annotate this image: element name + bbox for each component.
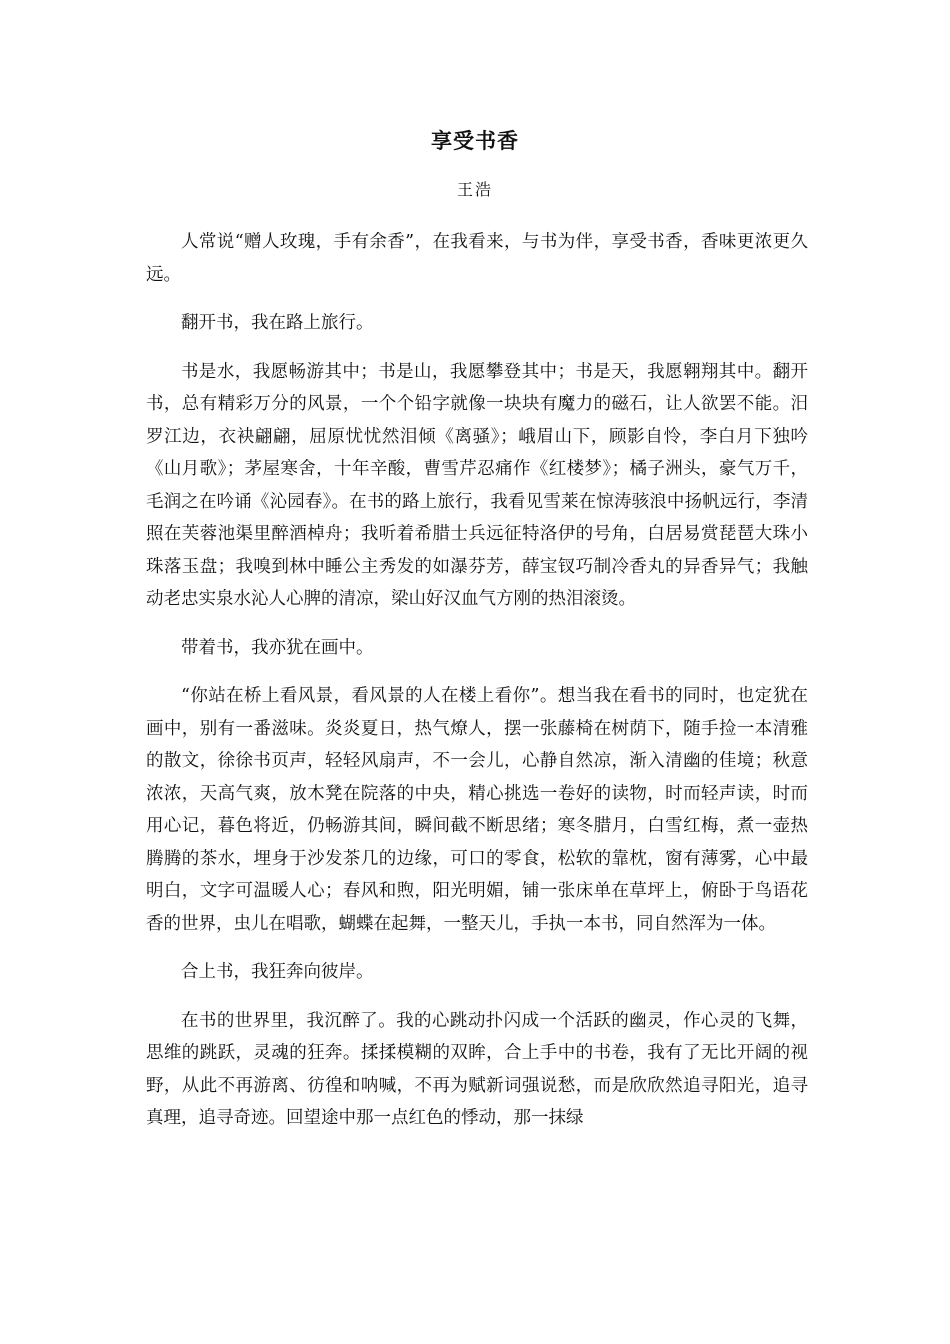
paragraph-shore: 在书的世界里，我沉醉了。我的心跳动扑闪成一个活跃的幽灵，作心灵的飞舞，思维的跳跃，灵魂的狂奔。揉揉模糊的双眸，合上手中的书卷，我有了无比开阔的视野，从此不再游离、彷徨和呐喊，不再为赋新词强说愁，而是欣欣然追寻阳光，追寻真理，追寻奇迹。回望途中那一点红色的悸动，那一抹绿 xyxy=(146,1010,808,1128)
paragraph-heading-carry-book: 带着书，我亦犹在画中。 xyxy=(181,637,374,658)
paragraph-travel: 书是水，我愿畅游其中；书是山，我愿攀登其中；书是天，我愿翱翔其中。翻开书，总有精彩万分的风景，一个个铅字就像一块块有魔力的磁石，让人欲罢不能。汨罗江边，衣袂翩翩，屈原忧忧然泪倾《离骚》；峨眉山下，顾影自怜，李白月下独吟《山月歌》；茅屋寒舍，十年辛酸，曹雪芹忍痛作《红楼梦》；橘子洲头，豪气万千，毛润之在吟诵《沁园春》。在书的路上旅行，我看见雪莱在惊涛骇浪中扬帆远行，李清照在芙蓉池渠里醉酒棹舟；我听着希腊士兵远征特洛伊的号角，白居易赏琵琶大珠小珠落玉盘；我嗅到林中睡公主秀发的如瀑芬芳，薛宝钗巧制冷香丸的异香异气；我触动老忠实泉水沁人心脾的清凉，梁山好汉血气方刚的热泪滚烫。 xyxy=(146,361,808,609)
paragraph-intro: 人常说“赠人玫瑰，手有余香”，在我看来，与书为伴，享受书香，香味更浓更久远。 xyxy=(146,232,808,285)
essay-body xyxy=(146,226,808,1151)
paragraph-painting: “你站在桥上看风景，看风景的人在楼上看你”。想当我在看书的同时，也定犹在画中，别有一番滋味。炎炎夏日，热气燎人，摆一张藤椅在树荫下，随手捡一本清雅的散文，徐徐书页声，轻轻风扇声，不一会儿，心静自然凉，渐入清幽的佳境；秋意浓浓，天高气爽，放木凳在院落的中央，精心挑选一卷好的读物，时而轻声读，时而用心记，暮色将近，仍畅游其间，瞬间截不断思绪；寒冬腊月，白雪红梅，煮一壶热腾腾的茶水，埋身于沙发茶几的边缘，可口的零食，松软的靠枕，窗有薄雾，心中最明白，文字可温暖人心；春风和煦，阳光明媚，铺一张床单在草坪上，俯卧于鸟语花香的世界，虫儿在唱歌，蝴蝶在起舞，一整天儿，手执一本书，同自然浑为一体。 xyxy=(146,686,808,934)
paragraph-heading-close-book: 合上书，我狂奔向彼岸。 xyxy=(181,962,374,982)
author-name: 王浩 xyxy=(456,180,493,199)
essay-title: 享受书香 xyxy=(431,128,519,153)
paragraph-heading-open-book: 翻开书，我在路上旅行。 xyxy=(181,313,374,333)
